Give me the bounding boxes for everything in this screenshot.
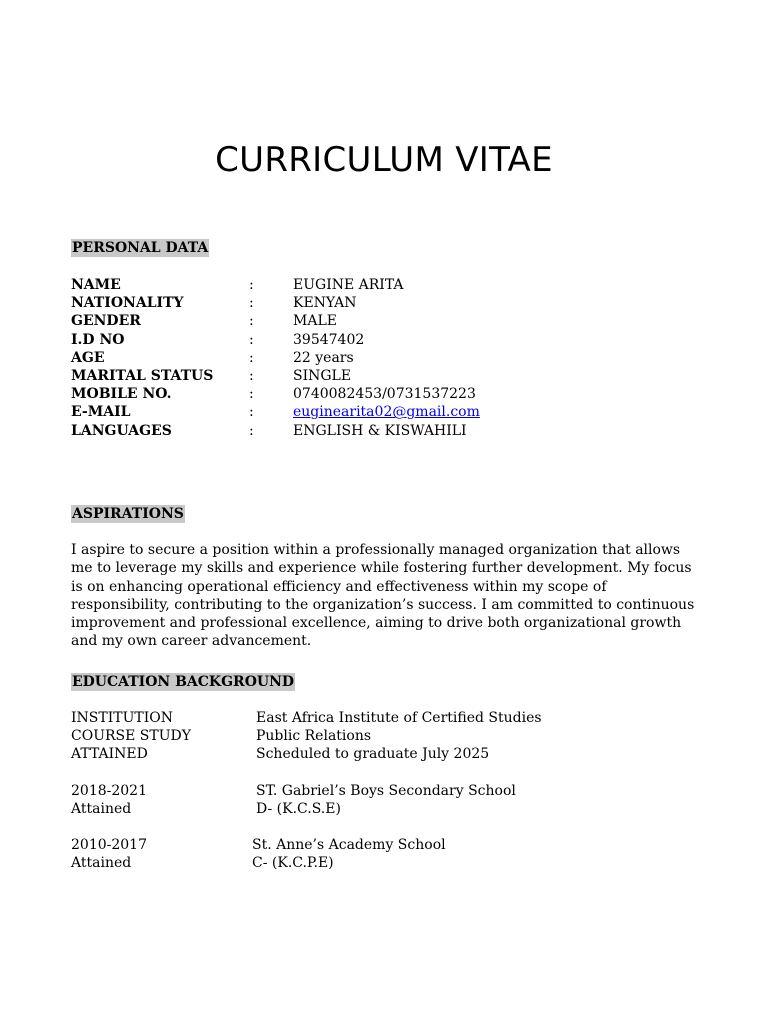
education-value: East Africa Institute of Certified Studies [256,710,542,726]
education-label: ATTAINED [71,746,148,763]
field-value: ENGLISH & KISWAHILI [293,422,467,439]
education-row [71,727,691,745]
personal-row-marital-status [71,367,691,385]
education-value: Public Relations [256,728,372,745]
field-label: MARITAL STATUS [71,367,214,384]
education-value: C- (K.C.P.E) [252,855,334,872]
field-label: GENDER [71,313,141,330]
personal-row-mobile-no [71,385,691,403]
education-entry [71,709,691,764]
field-value: 0740082453/0731537223 [293,386,476,403]
education-entry [71,836,691,872]
field-label: E-MAIL [71,404,131,421]
education-entry [71,782,691,818]
field-separator: : [249,277,254,293]
section-heading-education-background: EDUCATION BACKGROUND [72,674,295,690]
personal-row-gender [71,312,691,330]
education-row [71,854,691,872]
field-label: MOBILE NO. [71,386,172,403]
field-value: 22 years [293,349,354,366]
education-value: ST. Gabriel’s Boys Secondary School [256,783,516,799]
field-value: 39547402 [293,331,365,348]
field-separator: : [249,331,254,348]
field-label: NAME [71,277,121,293]
field-separator: : [249,295,254,312]
education-label: 2010-2017 [71,837,147,853]
personal-row-age [71,349,691,367]
personal-data-table [71,276,691,440]
education-row [71,709,691,727]
education-value: Scheduled to graduate July 2025 [256,746,490,763]
field-separator: : [249,349,254,366]
field-separator: : [249,386,254,403]
field-separator: : [249,422,254,439]
document-title: CURRICULUM VITAE [215,140,553,180]
email-link[interactable]: euginearita02@gmail.com [293,404,480,421]
field-value: EUGINE ARITA [293,277,404,293]
personal-row-languages [71,422,691,440]
education-row [71,800,691,818]
education-label: Attained [71,855,132,872]
field-value: KENYAN [293,295,357,312]
field-separator: : [249,367,254,384]
field-value: MALE [293,313,337,330]
education-row [71,745,691,763]
education-value: D- (K.C.S.E) [256,801,341,818]
education-label: INSTITUTION [71,710,173,726]
field-label: AGE [71,349,105,366]
field-value: SINGLE [293,367,352,384]
personal-row-name [71,276,691,294]
field-label: LANGUAGES [71,422,172,439]
education-label: 2018-2021 [71,783,147,799]
education-label: Attained [71,801,132,818]
field-label: I.D NO [71,331,125,348]
section-heading-aspirations: ASPIRATIONS [72,506,184,522]
personal-row-id-no [71,331,691,349]
education-value: St. Anne’s Academy School [252,837,446,853]
field-label: NATIONALITY [71,295,184,312]
section-heading-personal-data: PERSONAL DATA [72,240,209,256]
personal-row-nationality [71,294,691,312]
education-row [71,782,691,800]
education-label: COURSE STUDY [71,728,191,745]
education-row [71,836,691,854]
field-separator: : [249,404,254,421]
personal-row-email [71,403,691,421]
aspirations-paragraph: I aspire to secure a position within a professionally managed organization that allows me to leverage my skills and experience while fostering further development. My focus is on enhancing operational efficiency and effectiveness within my scope of responsibility, contributing to the organization’s success. I am committed to continuous improvement and professional excellence, aiming to drive both organizational growth and my own career advancement. [71,542,695,650]
field-separator: : [249,313,254,330]
